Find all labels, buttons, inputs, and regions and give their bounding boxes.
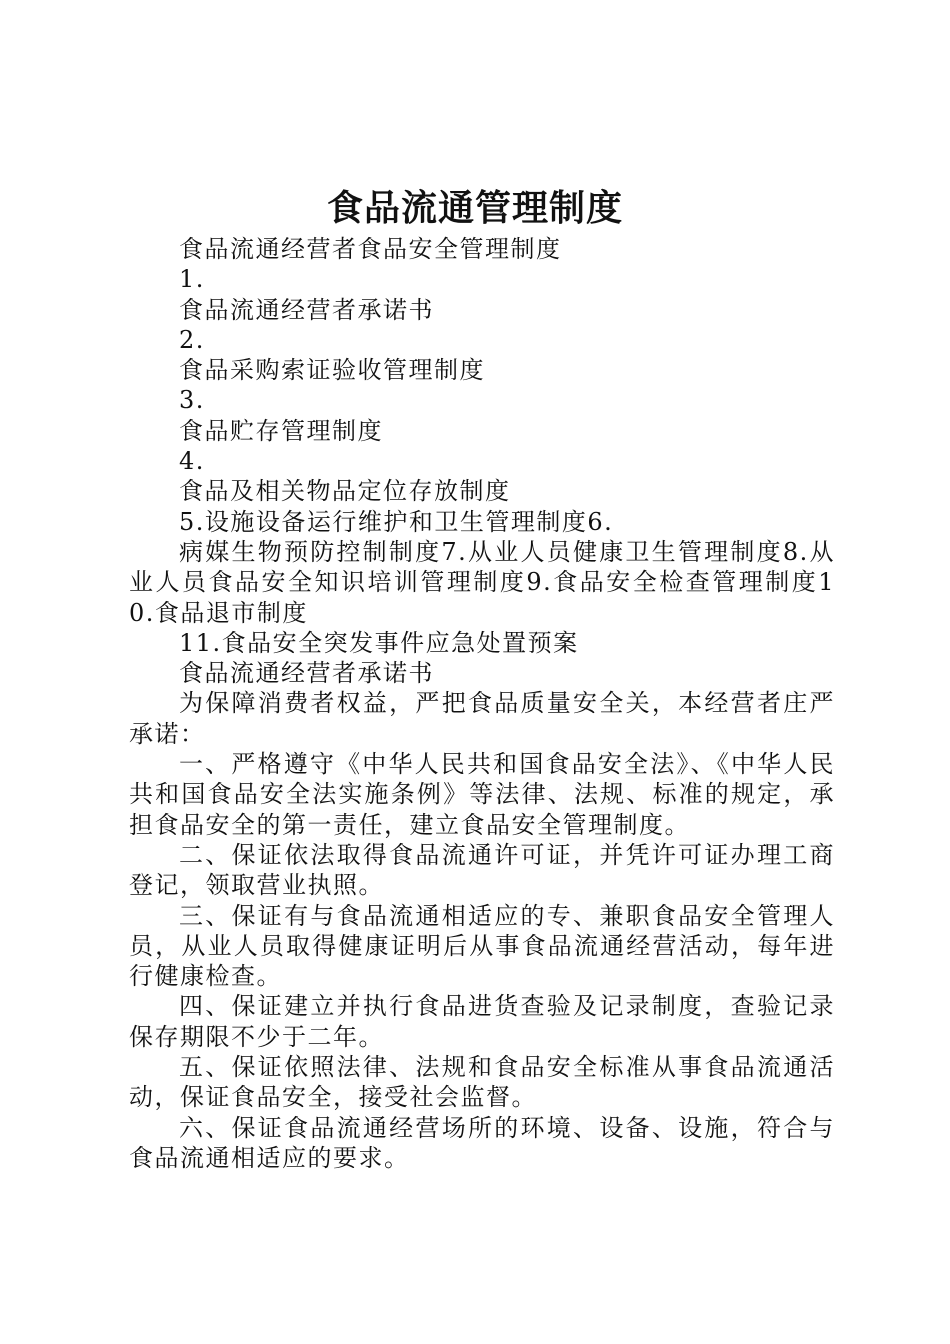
paragraph: 三、保证有与食品流通相适应的专、兼职食品安全管理人员，从业人员取得健康证明后从事食品流通经营活动，每年进行健康检查。 — [129, 901, 835, 991]
paragraph: 二、保证依法取得食品流通许可证，并凭许可证办理工商登记，领取营业执照。 — [129, 840, 835, 900]
paragraph: 5.设施设备运行维护和卫生管理制度6. — [179, 507, 614, 536]
paragraph: 四、保证建立并执行食品进货查验及记录制度，查验记录保存期限不少于二年。 — [129, 992, 835, 1051]
paragraph: 五、保证依照法律、法规和食品安全标准从事食品流通活动，保证食品安全，接受社会监督。 — [129, 1053, 835, 1112]
paragraph: 食品及相关物品定位存放制度 — [179, 477, 511, 506]
paragraph: 一、严格遵守《中华人民共和国食品安全法》、《中华人民共和国食品安全法实施条例》等法律、法规、标准的规定，承担食品安全的第一责任，建立食品安全管理制度。 — [129, 750, 835, 839]
paragraph: 食品流通经营者承诺书 — [179, 659, 434, 688]
paragraph: 食品流通经营者承诺书 — [179, 295, 434, 324]
paragraph: 11.食品安全突发事件应急处置预案 — [179, 628, 579, 657]
paragraph: 4. — [179, 447, 205, 476]
paragraph: 为保障消费者权益，严把食品质量安全关，本经营者庄严承诺： — [129, 689, 835, 748]
document-body — [129, 234, 835, 1173]
paragraph: 食品采购索证验收管理制度 — [179, 356, 485, 385]
paragraph: 六、保证食品流通经营场所的环境、设备、设施，符合与食品流通相适应的要求。 — [129, 1113, 835, 1172]
paragraph: 3. — [179, 386, 205, 415]
paragraph: 2. — [179, 325, 205, 354]
paragraph: 食品流通经营者食品安全管理制度 — [179, 235, 562, 263]
document-title: 食品流通管理制度 — [326, 187, 623, 229]
paragraph: 病媒生物预防控制制度7.从业人员健康卫生管理制度8.从业人员食品安全知识培训管理制度9.食品安全检查管理制度10.食品退市制度 — [129, 537, 835, 627]
paragraph: 食品贮存管理制度 — [179, 416, 383, 445]
paragraph: 1. — [179, 265, 205, 294]
